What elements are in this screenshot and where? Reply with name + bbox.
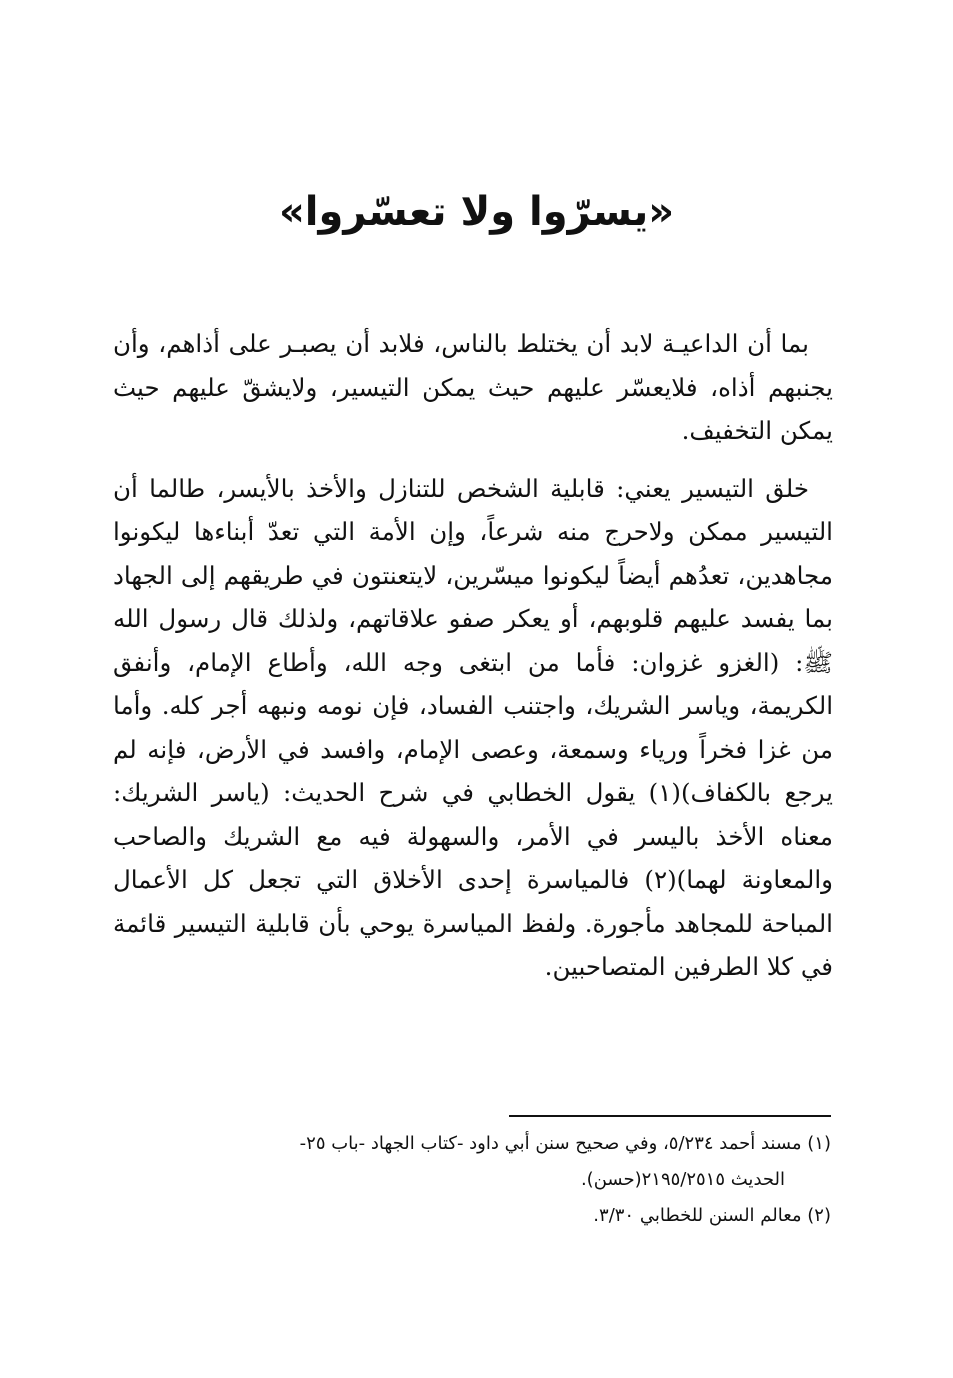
- body-text: [113, 322, 833, 989]
- page-title: «يسرّوا ولا تعسّروا»: [278, 189, 675, 235]
- footnote-2: (٢) معالم السنن للخطابي ٣/٣٠.: [593, 1205, 831, 1226]
- footnotes: [111, 1126, 831, 1234]
- footnote-1-continuation: الحديث ٢١٩٥/٢٥١٥(حسن).: [580, 1169, 785, 1190]
- paragraph-2: خلق التيسير يعني: قابلية الشخص للتنازل والأخذ بالأيسر، طالما أن التيسير ممكن ولاحرج منه شرعاً، وإن الأمة التي تعدّ أبناءها ليكونوا مجاهدين، تعدُهم أيضاً ليكونوا ميسّرين، لايتعنتون في طريقهم إلى الجهاد بما يفسد عليهم قلوبهم، أو يعكر صفو علاقاتهم، ولذلك قال رسول الله ﷺ: (الغزو غزوان: فأما من ابتغى وجه الله، وأطاع الإمام، وأنفق الكريمة، وياسر الشريك، واجتنب الفساد، فإن نومه ونبهه أجر كله. وأما من غزا فخراً ورياء وسمعة، وعصى الإمام، وافسد في الأرض، فإنه لم يرجع بالكفاف)(١) يقول الخطابي في شرح الحديث: (ياسر الشريك: معناه الأخذ باليسر في الأمر، والسهولة فيه مع الشريك والصاحب والمعاونة لهما)(٢) فالمياسرة إحدى الأخلاق التي تجعل كل الأعمال المباحة للمجاهد مأجورة. ولفظ المياسرة يوحي بأن قابلية التيسير قائمة في كلا الطرفين المتصاحبين.: [113, 473, 833, 981]
- footnote-1: (١) مسند أحمد ٥/٢٣٤، وفي صحيح سنن أبي داود -كتاب الجهاد -باب ٢٥-: [299, 1133, 831, 1154]
- footnote-divider: [509, 1115, 831, 1117]
- paragraph-1: بما أن الداعيـة لابد أن يختلط بالناس، فلابد أن يصبـر على أذاهم، وأن يجنبهم أذاه، فلايعسّر عليهم حيث يمكن التيسير، ولايشقّ عليهم حيث يمكن التخفيف.: [113, 329, 833, 445]
